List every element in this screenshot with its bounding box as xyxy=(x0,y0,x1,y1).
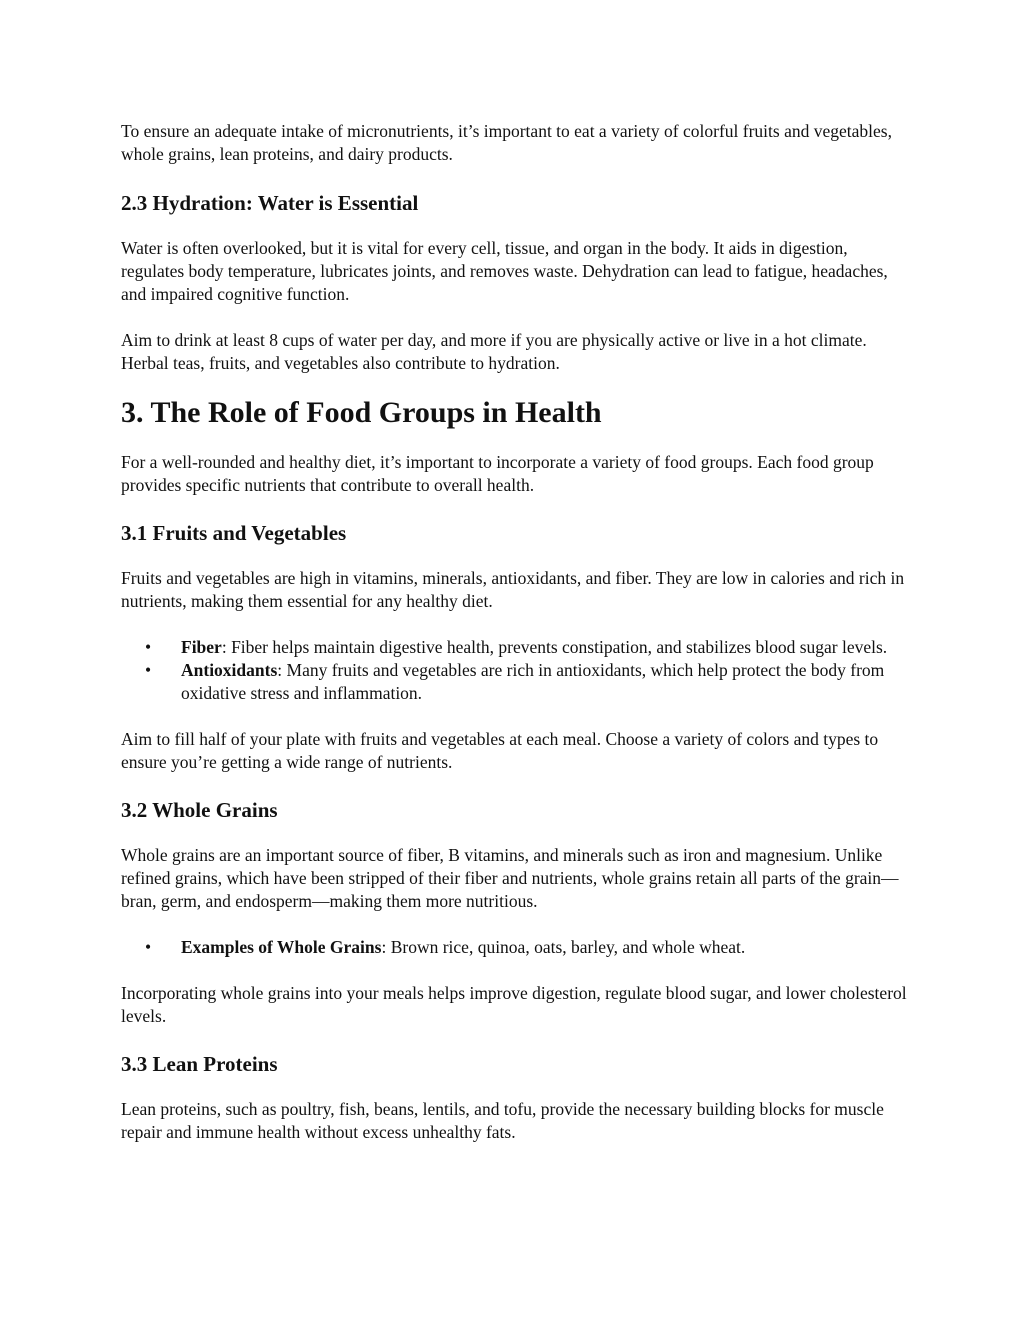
list-item-text: : Brown rice, quinoa, oats, barley, and whole wheat. xyxy=(381,937,746,957)
list-fruits-vegetables xyxy=(121,636,911,705)
paragraph-water-intake: Aim to drink at least 8 cups of water per day, and more if you are physically active or live in a hot climate. Herbal teas, fruits, and vegetables also contribute to hydration. xyxy=(121,330,867,373)
paragraph-fruits-vegetables: Fruits and vegetables are high in vitamins, minerals, antioxidants, and fiber. They are low in calories and rich in nutrients, making them essential for any healthy diet. xyxy=(121,568,905,611)
document-page xyxy=(121,120,911,1144)
bullet-icon: • xyxy=(145,637,152,657)
paragraph-water-importance: Water is often overlooked, but it is vital for every cell, tissue, and organ in the body. It aids in digestion, regulates body temperature, lubricates joints, and removes waste. Dehydration can lead to fatigue, headaches, and impaired cognitive function. xyxy=(121,238,888,304)
bullet-icon: • xyxy=(145,937,152,957)
list-item-text: : Fiber helps maintain digestive health, prevents constipation, and stabilizes blood sugar levels. xyxy=(221,637,888,657)
list-item-term: Examples of Whole Grains xyxy=(181,937,382,957)
list-item xyxy=(121,659,911,705)
paragraph-fill-plate: Aim to fill half of your plate with fruits and vegetables at each meal. Choose a variety of colors and types to ensure you’re getting a wide range of nutrients. xyxy=(121,729,879,772)
paragraph-incorporating-grains: Incorporating whole grains into your meals helps improve digestion, regulate blood sugar, and lower cholesterol levels. xyxy=(121,983,907,1026)
list-item-term: Fiber xyxy=(181,637,222,657)
heading-3-3-lean-proteins: 3.3 Lean Proteins xyxy=(121,1052,278,1076)
paragraph-food-groups-intro: For a well-rounded and healthy diet, it’s important to incorporate a variety of food groups. Each food group provides specific nutrients that contribute to overall health. xyxy=(121,452,874,495)
paragraph-lean-proteins: Lean proteins, such as poultry, fish, beans, lentils, and tofu, provide the necessary building blocks for muscle repair and immune health without excess unhealthy fats. xyxy=(121,1099,884,1142)
list-item xyxy=(121,636,911,659)
list-item xyxy=(121,936,911,959)
paragraph-micronutrients: To ensure an adequate intake of micronutrients, it’s important to eat a variety of colorful fruits and vegetables, whole grains, lean proteins, and dairy products. xyxy=(121,121,892,164)
list-item-text: : Many fruits and vegetables are rich in antioxidants, which help protect the body from oxidative stress and inflammation. xyxy=(181,660,885,703)
heading-2-3-hydration: 2.3 Hydration: Water is Essential xyxy=(121,191,419,215)
list-whole-grains xyxy=(121,936,911,959)
paragraph-whole-grains: Whole grains are an important source of fiber, B vitamins, and minerals such as iron and magnesium. Unlike refined grains, which have been stripped of their fiber and nutrients, whole grains retain all parts of the grain—bran, germ, and endosperm—making them more nutritious. xyxy=(121,845,899,911)
heading-3-1-fruits-vegetables: 3.1 Fruits and Vegetables xyxy=(121,521,347,545)
heading-3-food-groups: 3. The Role of Food Groups in Health xyxy=(121,396,602,429)
list-item-term: Antioxidants xyxy=(181,660,278,680)
heading-3-2-whole-grains: 3.2 Whole Grains xyxy=(121,798,278,822)
bullet-icon: • xyxy=(145,660,152,680)
